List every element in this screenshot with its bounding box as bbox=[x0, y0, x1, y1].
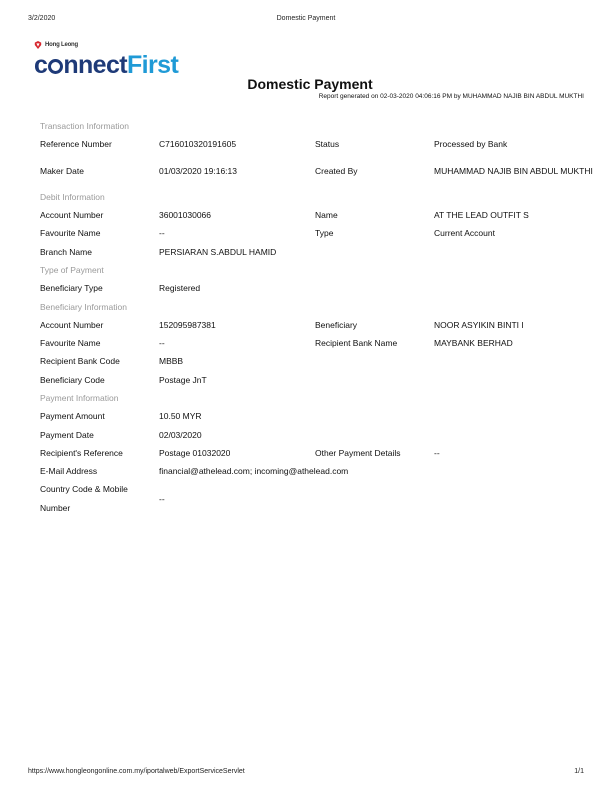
mobile-number-value: -- bbox=[159, 493, 165, 504]
maker-date-value: 01/03/2020 19:16:13 bbox=[159, 165, 237, 176]
beneficiary-code-value: Postage JnT bbox=[159, 374, 207, 385]
section-heading: Payment Information bbox=[40, 393, 119, 403]
field-label: Payment Date bbox=[40, 429, 94, 440]
other-payment-details-value: -- bbox=[434, 447, 440, 458]
debit-account-value: 36001030066 bbox=[159, 210, 212, 221]
hong-leong-brand bbox=[34, 40, 78, 50]
section-heading: Debit Information bbox=[40, 191, 105, 202]
beneficiary-name-value: NOOR ASYIKIN BINTI I bbox=[434, 319, 524, 330]
field-label: Recipient Bank Name bbox=[315, 338, 398, 349]
field-label: Favourite Name bbox=[40, 228, 101, 239]
field-label: Beneficiary bbox=[315, 319, 358, 330]
beneficiary-favourite-value: -- bbox=[159, 338, 165, 349]
beneficiary-type-value: Registered bbox=[159, 283, 201, 294]
field-label: Type bbox=[315, 228, 334, 239]
field-label: Recipient Bank Code bbox=[40, 356, 120, 367]
payment-details-table bbox=[36, 117, 598, 517]
product-name: c nnectFirst bbox=[34, 51, 179, 79]
bank-name: Hong Leong bbox=[45, 42, 78, 48]
section-heading: Type of Payment bbox=[40, 264, 104, 275]
field-label: Name bbox=[315, 210, 338, 221]
section-heading: Beneficiary Information bbox=[40, 301, 127, 312]
field-label: Other Payment Details bbox=[315, 447, 401, 458]
field-label: Created By bbox=[315, 165, 358, 176]
branch-name-value: PERSIARAN S.ABDUL HAMID bbox=[159, 246, 277, 257]
power-o-icon bbox=[48, 59, 63, 74]
payment-amount-value: 10.50 MYR bbox=[159, 411, 202, 422]
debit-name-value: AT THE LEAD OUTFIT S bbox=[434, 210, 529, 221]
footer-url: https://www.hongleongonline.com.my/iportalweb/ExportServiceServlet bbox=[28, 768, 245, 775]
field-label: Reference Number bbox=[40, 139, 112, 150]
payment-date-value: 02/03/2020 bbox=[159, 429, 202, 440]
recipient-reference-value: Postage 01032020 bbox=[159, 447, 231, 458]
field-label: Account Number bbox=[40, 210, 104, 221]
field-label: Beneficiary Type bbox=[40, 283, 103, 294]
field-label: Beneficiary Code bbox=[40, 374, 105, 385]
page-title: Domestic Payment bbox=[247, 76, 373, 92]
report-generated-note: Report generated on 02-03-2020 04:06:16 PM by MUHAMMAD NAJIB BIN ABDUL MUKTHI bbox=[318, 93, 584, 100]
status-value: Processed by Bank bbox=[434, 139, 508, 150]
field-label: Maker Date bbox=[40, 165, 84, 176]
print-title: Domestic Payment bbox=[276, 15, 336, 22]
beneficiary-account-value: 152095987381 bbox=[159, 319, 216, 330]
debit-favourite-value: -- bbox=[159, 228, 165, 239]
field-label: Account Number bbox=[40, 319, 104, 330]
section-heading: Transaction Information bbox=[40, 121, 129, 132]
reference-number-value: C716010320191605 bbox=[159, 139, 237, 150]
bank-code-value: MBBB bbox=[159, 356, 184, 367]
field-label: E-Mail Address bbox=[40, 466, 98, 477]
field-label: Country Code & Mobile Number bbox=[40, 484, 128, 513]
field-label: Recipient's Reference bbox=[40, 447, 123, 458]
email-address-value: financial@athelead.com; incoming@athelead.com bbox=[159, 466, 349, 477]
hong-leong-logo-icon bbox=[34, 41, 42, 49]
created-by-value: MUHAMMAD NAJIB BIN ABDUL MUKTHI bbox=[434, 165, 593, 176]
field-label: Payment Amount bbox=[40, 411, 105, 422]
field-label: Branch Name bbox=[40, 246, 92, 257]
print-date: 3/2/2020 bbox=[28, 15, 56, 22]
field-label: Favourite Name bbox=[40, 338, 101, 349]
page-number: 1/1 bbox=[574, 768, 584, 775]
field-label: Status bbox=[315, 139, 340, 150]
recipient-bank-value: MAYBANK BERHAD bbox=[434, 338, 513, 349]
account-type-value: Current Account bbox=[434, 228, 495, 239]
